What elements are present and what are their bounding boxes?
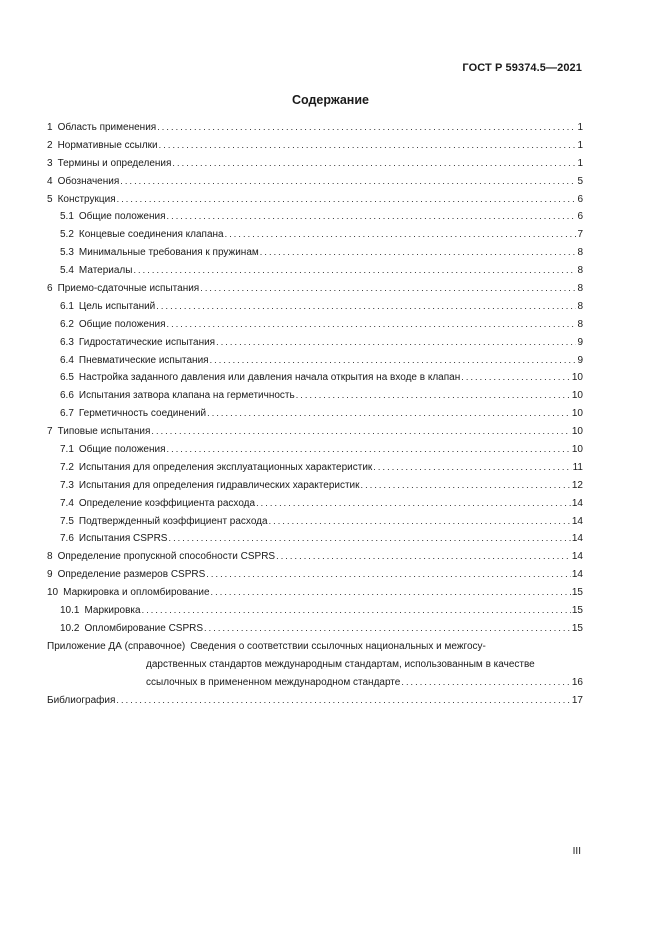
toc-entry-page: 8 <box>577 318 583 330</box>
toc-entry[interactable] <box>47 423 583 441</box>
toc-entry-number: 1 <box>47 122 53 133</box>
toc-entry-title: Маркировка и опломбирование <box>63 587 210 599</box>
toc-entry-page: 6 <box>577 211 583 223</box>
toc-entry-page: 14 <box>571 497 583 509</box>
toc-entry-number: 5 <box>47 193 53 205</box>
toc-entry[interactable] <box>47 513 583 531</box>
appendix-label: Приложение ДА (справочное) <box>47 640 186 652</box>
toc-entry-title: Определение коэффициента расхода <box>78 497 256 509</box>
toc-entry-page: 15 <box>571 622 583 634</box>
toc-entry-page: 8 <box>577 300 583 312</box>
toc-entry-number: 5.3 <box>60 247 74 259</box>
toc-entry-page: 1 <box>577 157 583 169</box>
toc-entry[interactable] <box>47 119 583 137</box>
toc-entry[interactable] <box>47 334 583 352</box>
toc-entry-number: 7.6 <box>60 533 74 545</box>
toc-entry-page: 10 <box>571 390 583 402</box>
toc-entry[interactable] <box>47 173 583 191</box>
toc-entry-number: 7.5 <box>60 515 74 527</box>
toc-entry-page: 10 <box>571 372 583 384</box>
appendix-title-line1: Сведения о соответствии ссылочных национальных и межгосу- <box>190 640 486 652</box>
toc-leader-dots <box>461 369 571 387</box>
toc-leader-dots <box>157 119 576 137</box>
toc-entry-page: 8 <box>577 247 583 259</box>
toc-leader-dots <box>204 620 571 638</box>
toc-leader-dots <box>133 262 576 280</box>
toc-entry-title: Общие положения <box>78 318 166 330</box>
toc-entry-page: 14 <box>571 569 583 581</box>
toc-leader-dots <box>361 477 571 495</box>
toc-entry-title: Подтвержденный коэффициент расхода <box>78 515 268 527</box>
toc-entry-page: 5 <box>577 175 583 187</box>
toc-entry-number: 10 <box>47 587 59 599</box>
toc-entry-title: Термины и определения <box>57 157 172 169</box>
toc-entry-number: 6.1 <box>60 300 74 312</box>
toc-entry-page: 11 <box>572 461 583 473</box>
toc-leader-dots <box>172 155 576 173</box>
toc-entry-title: Опломбирование CSPRS <box>84 622 204 634</box>
toc-entry[interactable] <box>47 405 583 423</box>
toc-entry-number: 8 <box>47 551 53 563</box>
toc-entry-number: 6.2 <box>60 318 74 330</box>
toc-entry-number: 3 <box>47 157 53 169</box>
toc-entry-number: 7 <box>47 426 53 438</box>
bibliography-label: Библиография <box>47 694 116 706</box>
toc-leader-dots <box>168 530 570 548</box>
toc-leader-dots <box>159 137 577 155</box>
toc-entry-page: 1 <box>577 139 583 151</box>
appendix-title-line2: дарственных стандартов международным стандартам, использованным в качестве <box>146 658 535 670</box>
toc-entry-number: 6.6 <box>60 390 74 402</box>
toc-leader-dots <box>269 513 571 531</box>
toc-entry[interactable] <box>47 191 583 209</box>
toc-appendix-entry[interactable] <box>47 638 583 692</box>
toc-entry-number: 5.2 <box>60 229 74 241</box>
toc-entry-title: Область применения <box>57 122 157 133</box>
toc-leader-dots <box>117 191 577 209</box>
toc-entry-number: 7.3 <box>60 479 74 491</box>
document-id: ГОСТ Р 59374.5—2021 <box>462 62 582 74</box>
toc-leader-dots <box>216 334 576 352</box>
toc-entry-title: Материалы <box>78 265 133 277</box>
toc-entry-number: 6.4 <box>60 354 74 366</box>
toc-entry-page: 10 <box>571 426 583 438</box>
toc-entry-title: Общие положения <box>78 211 166 223</box>
toc-leader-dots <box>120 173 576 191</box>
toc-entry-number: 4 <box>47 175 53 187</box>
toc-entry[interactable] <box>47 495 583 513</box>
toc-leader-dots <box>210 352 577 370</box>
toc-entry-number: 7.4 <box>60 497 74 509</box>
toc-entry-number: 7.1 <box>60 444 74 456</box>
toc-entry-title: Испытания CSPRS <box>78 533 168 545</box>
toc-entry[interactable] <box>47 566 583 584</box>
toc-leader-dots <box>142 602 571 620</box>
toc-entry-title: Настройка заданного давления или давления начала открытия на входе в клапан <box>78 372 461 384</box>
toc-entry-title: Цель испытаний <box>78 300 156 312</box>
toc-entry-page: 8 <box>577 283 583 295</box>
toc-entry-title: Определение размеров CSPRS <box>57 569 206 581</box>
toc-entry-title: Типовые испытания <box>57 426 151 438</box>
toc-entry-page: 15 <box>571 587 583 599</box>
toc-entry[interactable] <box>47 298 583 316</box>
toc-leader-dots <box>211 584 571 602</box>
toc-entry[interactable] <box>47 584 583 602</box>
toc-entry-page: 9 <box>577 336 583 348</box>
toc-entry-title: Обозначения <box>57 175 120 187</box>
toc-entry[interactable] <box>47 244 583 262</box>
toc-entry-page: 15 <box>571 605 583 617</box>
toc-leader-dots <box>167 441 571 459</box>
toc-entry-title: Определение пропускной способности CSPRS <box>57 551 276 563</box>
toc-entry-number: 6.7 <box>60 408 74 420</box>
toc-entry-title: Испытания для определения эксплуатационных характеристик <box>78 461 373 473</box>
toc-entry[interactable] <box>47 369 583 387</box>
toc-entry-title: Испытания для определения гидравлических характеристик <box>78 479 360 491</box>
toc-leader-dots <box>167 316 577 334</box>
toc-entry[interactable] <box>47 477 583 495</box>
toc-leader-dots <box>167 208 577 226</box>
toc-entry-number: 10.2 <box>60 622 80 634</box>
toc-entry-page: 1 <box>577 122 583 133</box>
toc-leader-dots <box>276 548 571 566</box>
page-title: Содержание <box>291 93 369 107</box>
toc-entry[interactable] <box>47 137 583 155</box>
toc-entry-number: 2 <box>47 139 53 151</box>
appendix-title-line3: ссылочных в примененном международном стандарте <box>146 676 401 688</box>
bibliography-page: 17 <box>571 694 583 706</box>
toc-entry-number: 9 <box>47 569 53 581</box>
toc-entry-title: Конструкция <box>57 193 116 205</box>
toc-entry[interactable] <box>47 226 583 244</box>
toc-leader-dots <box>296 387 571 405</box>
toc-entry-page: 10 <box>571 408 583 420</box>
toc-entry[interactable] <box>47 441 583 459</box>
toc-entry-page: 12 <box>571 479 583 491</box>
toc-entry[interactable] <box>47 620 583 638</box>
toc-leader-dots <box>200 280 576 298</box>
toc-entry-page: 7 <box>577 229 583 241</box>
toc-entry[interactable] <box>47 459 583 477</box>
toc-entry[interactable] <box>47 387 583 405</box>
toc-leader-dots <box>225 226 577 244</box>
toc-leader-dots <box>156 298 576 316</box>
toc-leader-dots <box>401 674 571 692</box>
toc-entry-title: Гидростатические испытания <box>78 336 216 348</box>
toc-entry-title: Нормативные ссылки <box>57 139 158 151</box>
toc-entry-number: 5.4 <box>60 265 74 277</box>
toc-entry-page: 14 <box>571 551 583 563</box>
toc-entry[interactable] <box>47 548 583 566</box>
toc-entry-page: 8 <box>577 265 583 277</box>
toc-entry-title: Минимальные требования к пружинам <box>78 247 259 259</box>
toc-entry-title: Испытания затвора клапана на герметичность <box>78 390 295 402</box>
appendix-page: 16 <box>571 676 583 688</box>
toc-entry[interactable] <box>47 280 583 298</box>
toc-entry[interactable] <box>47 530 583 548</box>
toc-entry-number: 5.1 <box>60 211 74 223</box>
toc-entry-page: 14 <box>571 533 583 545</box>
toc-entry[interactable] <box>47 262 583 280</box>
toc-entry-number: 10.1 <box>60 605 80 617</box>
toc-entry-title: Пневматические испытания <box>78 354 209 366</box>
toc-entry[interactable] <box>47 602 583 620</box>
toc-leader-dots <box>260 244 577 262</box>
toc-bibliography-entry[interactable] <box>47 692 583 710</box>
toc-leader-dots <box>373 459 571 477</box>
toc-entry-page: 9 <box>577 354 583 366</box>
toc-entry-number: 6.3 <box>60 336 74 348</box>
toc-leader-dots <box>206 566 571 584</box>
table-of-contents <box>47 119 583 709</box>
toc-entry-title: Общие положения <box>78 444 166 456</box>
toc-entry[interactable] <box>47 352 583 370</box>
page-number: III <box>572 846 581 857</box>
toc-leader-dots <box>116 692 570 710</box>
toc-entry-number: 7.2 <box>60 461 74 473</box>
toc-entry[interactable] <box>47 155 583 173</box>
toc-entry-title: Герметичность соединений <box>78 408 207 420</box>
toc-entry-title: Маркировка <box>84 605 141 617</box>
toc-leader-dots <box>256 495 571 513</box>
toc-leader-dots <box>151 423 571 441</box>
toc-entry[interactable] <box>47 208 583 226</box>
toc-entry-title: Концевые соединения клапана <box>78 229 224 241</box>
toc-entry-title: Приемо-сдаточные испытания <box>57 283 200 295</box>
toc-entry-page: 14 <box>571 515 583 527</box>
toc-entries <box>47 119 583 638</box>
toc-entry-page: 6 <box>577 193 583 205</box>
toc-entry-number: 6 <box>47 283 53 295</box>
toc-entry-number: 6.5 <box>60 372 74 384</box>
toc-entry-page: 10 <box>571 444 583 456</box>
toc-entry[interactable] <box>47 316 583 334</box>
toc-leader-dots <box>207 405 571 423</box>
